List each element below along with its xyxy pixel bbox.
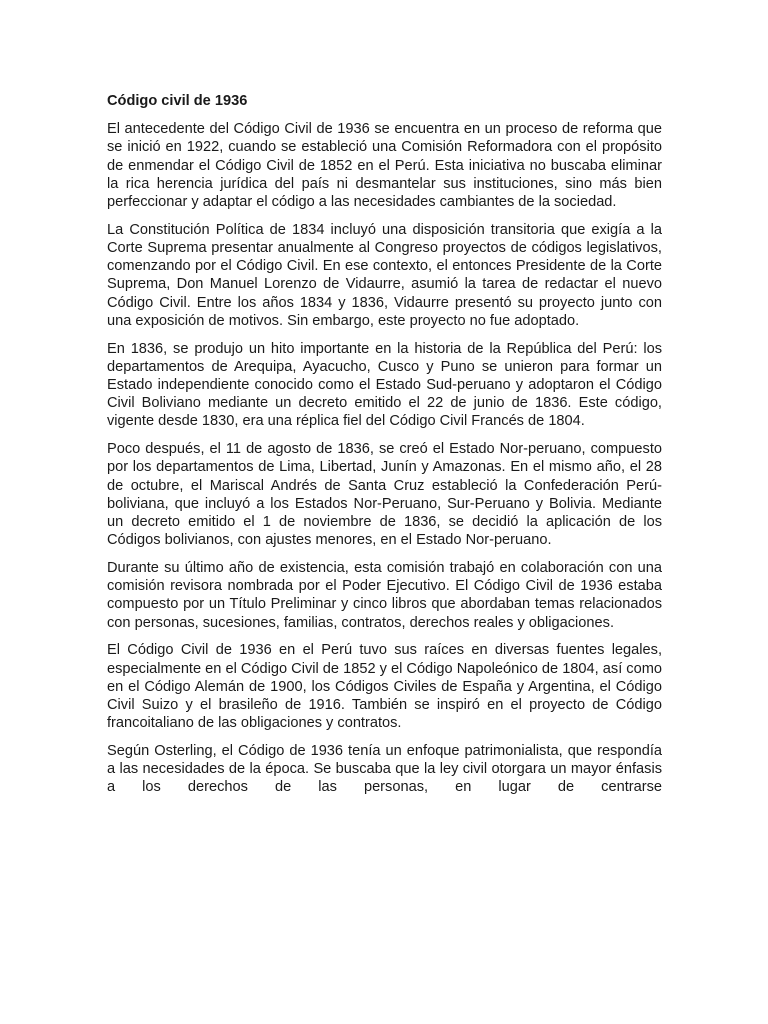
paragraph-7: Según Osterling, el Código de 1936 tenía un enfoque patrimonialista, que respondía a las necesidades de la época. Se buscaba que la ley civil otorgara un mayor énfasis a los derechos de las personas, en lugar de centrarse xyxy=(107,743,662,796)
paragraph-4: Poco después, el 11 de agosto de 1836, se creó el Estado Nor-peruano, compuesto por los departamentos de Lima, Libertad, Junín y Amazonas. En el mismo año, el 28 de octubre, el Mariscal Andrés de Santa Cruz estableció la Confederación Perú-boliviana, que incluyó a los Estados Nor-Peruano, Sur-Peruano y Bolivia. Mediante un decreto emitido el 1 de noviembre de 1836, se decidió la aplicación de los Códigos bolivianos, con ajustes menores, en el Estado Nor-peruano. xyxy=(107,441,662,549)
paragraph-3: En 1836, se produjo un hito importante en la historia de la República del Perú: los departamentos de Arequipa, Ayacucho, Cusco y Puno se unieron para formar un Estado independiente conocido como el Estado Sud-peruano y adoptaron el Código Civil Boliviano mediante un decreto emitido el 22 de junio de 1836. Este código, vigente desde 1830, era una réplica fiel del Código Civil Francés de 1804. xyxy=(107,340,662,430)
paragraph-6: El Código Civil de 1936 en el Perú tuvo sus raíces en diversas fuentes legales, especialmente en el Código Civil de 1852 y el Código Napoleónico de 1804, así como en el Código Alemán de 1900, los Códigos Civiles de España y Argentina, el Código Civil Suizo y el brasileño de 1916. También se inspiró en el proyecto de Código francoitaliano de las obligaciones y contratos. xyxy=(107,642,662,732)
paragraph-1: El antecedente del Código Civil de 1936 se encuentra en un proceso de reforma que se inició en 1922, cuando se estableció una Comisión Reformadora con el propósito de enmendar el Código Civil de 1852 en el Perú. Esta iniciativa no buscaba eliminar la rica herencia jurídica del país ni desmantelar sus instituciones, sino más bien perfeccionar y adaptar el código a las necesidades cambiantes de la sociedad. xyxy=(107,121,662,211)
paragraph-5: Durante su último año de existencia, esta comisión trabajó en colaboración con una comisión revisora nombrada por el Poder Ejecutivo. El Código Civil de 1936 estaba compuesto por un Título Preliminar y cinco libros que abordaban temas relacionados con personas, sucesiones, familias, contratos, derechos reales y obligaciones. xyxy=(107,560,662,631)
paragraph-2: La Constitución Política de 1834 incluyó una disposición transitoria que exigía a la Corte Suprema presentar anualmente al Congreso proyectos de códigos legislativos, comenzando por el Código Civil. En ese contexto, el entonces Presidente de la Corte Suprema, Don Manuel Lorenzo de Vidaurre, asumió la tarea de redactar el nuevo Código Civil. Entre los años 1834 y 1836, Vidaurre presentó su proyecto junto con una exposición de motivos. Sin embargo, este proyecto no fue adoptado. xyxy=(107,221,662,329)
document-page xyxy=(107,92,662,806)
document-title: Código civil de 1936 xyxy=(107,93,248,109)
